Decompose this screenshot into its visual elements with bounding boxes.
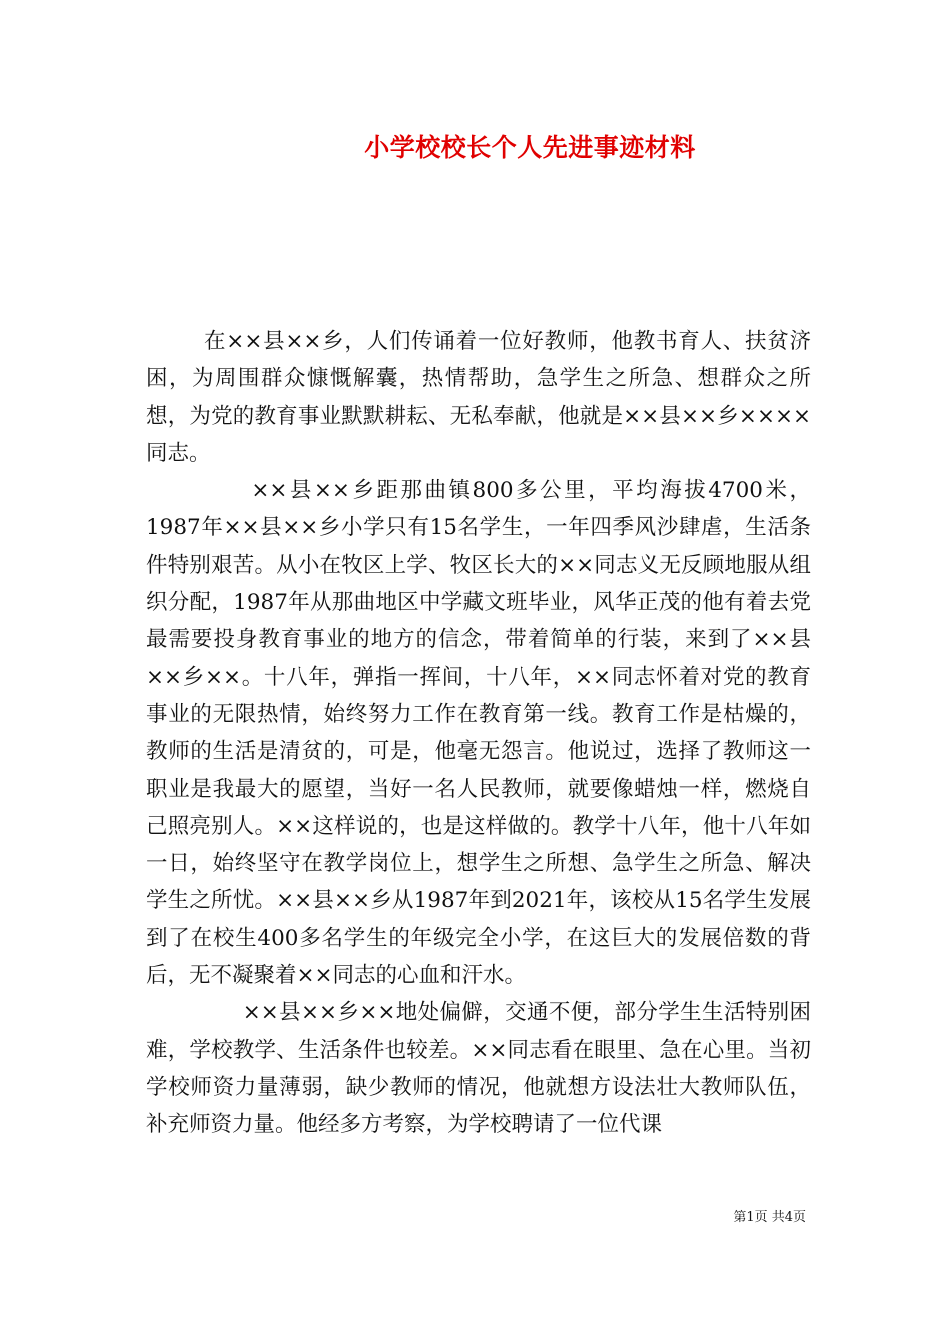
document-body: [146, 323, 811, 1144]
paragraph-2: ××县××乡距那曲镇800多公里，平均海拔4700米，1987年××县××乡小学只有15名学生，一年四季风沙肆虐，生活条件特别艰苦。从小在牧区上学、牧区长大的××同志义无反顾地服从组织分配，1987年从那曲地区中学藏文班毕业，风华正茂的他有着去党最需要投身教育事业的地方的信念，带着简单的行装，来到了××县××乡××。十八年，弹指一挥间，十八年，××同志怀着对党的教育事业的无限热情，始终努力工作在教育第一线。教育工作是枯燥的，教师的生活是清贫的，可是，他毫无怨言。他说过，选择了教师这一职业是我最大的愿望，当好一名人民教师，就要像蜡烛一样，燃烧自己照亮别人。××这样说的，也是这样做的。教学十八年，他十八年如一日，始终坚守在教学岗位上，想学生之所想、急学生之所急、解决学生之所忧。××县××乡从1987年到2021年，该校从15名学生发展到了在校生400多名学生的年级完全小学，在这巨大的发展倍数的背后，无不凝聚着××同志的心血和汗水。: [146, 478, 811, 989]
paragraph-3: ××县××乡××地处偏僻，交通不便，部分学生生活特别困难，学校教学、生活条件也较差。××同志看在眼里、急在心里。当初学校师资力量薄弱，缺少教师的情况，他就想方设法壮大教师队伍，补充师资力量。他经多方考察，为学校聘请了一位代课: [146, 1000, 811, 1138]
paragraph-1: 在××县××乡，人们传诵着一位好教师，他教书育人、扶贫济困，为周围群众慷慨解囊，热情帮助，急学生之所急、想群众之所想，为党的教育事业默默耕耘、无私奉献，他就是××县××乡××××同志。: [146, 329, 811, 466]
page-number-footer: 第1页 共4页: [733, 1210, 806, 1225]
document-title: 小学校校长个人先进事迹材料: [364, 133, 696, 162]
